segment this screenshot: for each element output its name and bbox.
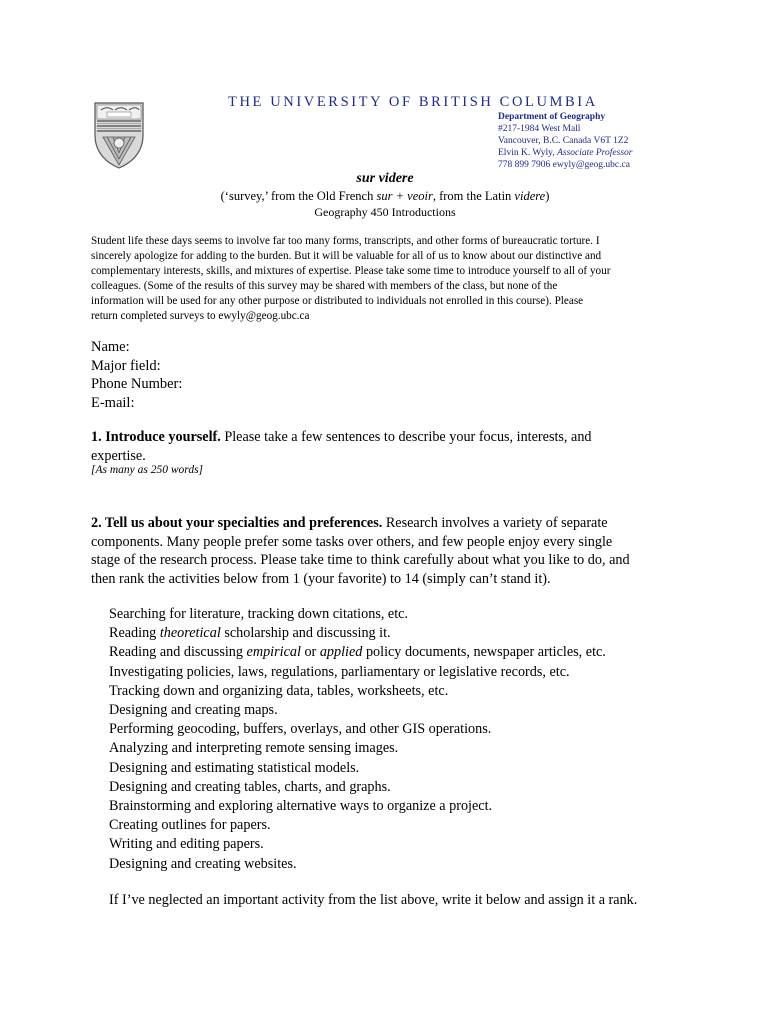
university-name: THE UNIVERSITY OF BRITISH COLUMBIA (228, 94, 598, 110)
etymology-part-italic: videre (514, 189, 546, 203)
activity-item[interactable] (109, 643, 606, 662)
activity-text-italic: empirical (246, 644, 301, 661)
intro-line: return completed surveys to ewyly@geog.ubc.ca (91, 310, 310, 323)
intro-line: Student life these days seems to involve far too many forms, transcripts, and other forms of bureaucratic torture. I (91, 235, 600, 247)
activity-text: scholarship and discussing it. (220, 625, 391, 642)
address-line-1: #217-1984 West Mall (498, 124, 581, 135)
activity-text-italic: theoretical (159, 625, 221, 642)
activity-item[interactable]: Analyzing and interpreting remote sensing images. (109, 740, 399, 757)
course-name: Geography 450 Introductions (314, 205, 456, 219)
ubc-crest-icon (93, 101, 145, 169)
activity-text: Reading and discussing (109, 644, 247, 661)
question-1 (91, 428, 681, 465)
etymology-part: , from the Latin (432, 189, 515, 203)
activity-item[interactable]: Performing geocoding, buffers, overlays, and other GIS operations. (109, 721, 492, 738)
activity-item[interactable]: Designing and creating tables, charts, and graphs. (109, 778, 391, 795)
professor-name: Elvin K. Wyly, (498, 148, 555, 159)
personal-fields (91, 338, 182, 413)
department-address-block (498, 111, 632, 171)
activity-text: policy documents, newspaper articles, etc. (362, 644, 606, 661)
question-2-line: then rank the activities below from 1 (your favorite) to 14 (simply can’t stand it). (91, 570, 551, 587)
intro-line: sincerely apologize for adding to the burden. But it will be valuable for all of us to know about our distinctive and (91, 250, 602, 263)
phone-field-label[interactable]: Phone Number: (91, 376, 183, 393)
intro-line: colleagues. (Some of the results of this survey may be shared with members of the class, but none of the (91, 280, 558, 293)
question-2-text: Research involves a variety of separate (382, 515, 608, 531)
activity-text-italic: applied (319, 644, 363, 661)
major-field-label[interactable]: Major field: (91, 357, 161, 374)
professor-title: Associate Professor (557, 148, 633, 159)
closing-instruction: If I’ve neglected an important activity from the list above, write it below and assign it a rank. (109, 892, 638, 908)
activity-item[interactable]: Designing and estimating statistical models. (109, 759, 360, 776)
activity-list (109, 605, 606, 874)
etymology-part-italic: sur + veoir (376, 189, 433, 203)
professor-line (498, 147, 632, 159)
intro-line: information will be used for any other purpose or distributed to individuals not enrolled in this course). Please (91, 295, 584, 308)
question-1-line: expertise. (91, 447, 146, 464)
activity-item[interactable]: Designing and creating websites. (109, 855, 297, 872)
question-2-line (91, 514, 681, 533)
activity-item[interactable]: Searching for literature, tracking down citations, etc. (109, 606, 409, 622)
question-1-text: Please take a few sentences to describe your focus, interests, and (220, 429, 592, 445)
etymology-part: (‘survey,’ from the Old French (220, 189, 377, 203)
question-2 (91, 514, 681, 588)
activity-item[interactable] (109, 624, 606, 643)
question-2-heading: 2. Tell us about your specialties and preferences. (91, 515, 383, 531)
question-1-heading: 1. Introduce yourself. (91, 429, 221, 445)
department-name: Department of Geography (498, 112, 606, 122)
intro-line: complementary interests, skills, and mixtures of expertise. Please take some time to introduce yourself to all of your (91, 265, 611, 278)
activity-item[interactable]: Investigating policies, laws, regulations, parliamentary or legislative records, etc. (109, 663, 570, 680)
question-1-line (91, 428, 681, 447)
question-2-line: stage of the research process. Please take time to think carefully about what you like to do, and (91, 552, 630, 569)
etymology-part: ) (545, 189, 550, 203)
activity-item[interactable]: Creating outlines for papers. (109, 817, 271, 834)
activity-text: Reading (109, 625, 160, 642)
activity-text: or (300, 644, 320, 661)
activity-item[interactable]: Designing and creating maps. (109, 702, 278, 719)
activity-item[interactable]: Writing and editing papers. (109, 836, 264, 853)
intro-paragraph (91, 234, 691, 325)
contact-line: 778 899 7906 ewyly@geog.ubc.ca (498, 160, 630, 171)
question-2-line: components. Many people prefer some tasks over others, and few people enjoy every single (91, 533, 613, 550)
name-field-label[interactable]: Name: (91, 339, 130, 355)
email-field-label[interactable]: E-mail: (91, 395, 135, 412)
survey-title: sur videre (356, 171, 414, 186)
activity-item[interactable]: Tracking down and organizing data, tables, worksheets, etc. (109, 682, 449, 699)
survey-etymology (0, 189, 770, 204)
address-line-2: Vancouver, B.C. Canada V6T 1Z2 (498, 136, 629, 147)
activity-item[interactable]: Brainstorming and exploring alternative ways to organize a project. (109, 798, 493, 815)
question-1-word-limit: [As many as 250 words] (91, 464, 204, 476)
